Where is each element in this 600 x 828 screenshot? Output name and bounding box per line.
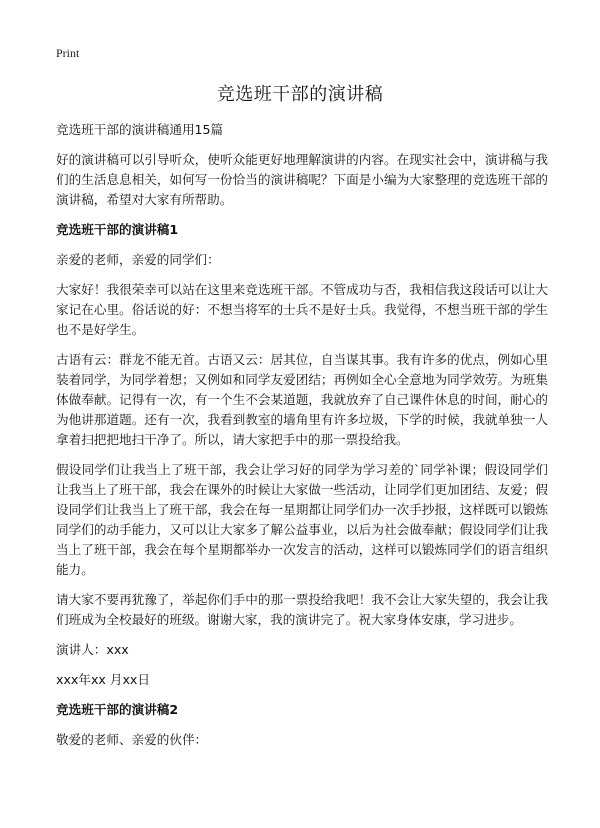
paragraph-2: 古语有云：群龙不能无首。古语又云：居其位，自当谋其事。我有许多的优点，例如心里装着同学，为同学着想；又例如和同学友爱团结；再例如全心全意地为同学效劳。为班集体做奉献。记得有一次，有一个生不会某道题，我就放弃了自己课件休息的时间，耐心的为他讲那道题。还有一次，我看到教室的墙角里有许多垃圾，下学的时候，我就单独一人拿着扫把把地扫干净了。所以，请大家把手中的那一票投给我。 bbox=[56, 352, 548, 447]
page-title: 竞选班干部的演讲稿 bbox=[216, 84, 384, 105]
document-body bbox=[56, 120, 548, 760]
section-heading-1: 竞选班干部的演讲稿1 bbox=[56, 222, 179, 237]
date-line: xxx年xx 月xx日 bbox=[56, 672, 150, 687]
greeting-2: 敬爱的老师、亲爱的伙伴： bbox=[56, 732, 208, 747]
section-heading-2: 竞选班干部的演讲稿2 bbox=[56, 702, 179, 717]
paragraph-1: 大家好！我很荣幸可以站在这里来竞选班干部。不管成功与否，我相信我这段话可以让大家记在心里。俗话说的好：不想当将军的士兵不是好士兵。我觉得，不想当班干部的学生也不是好学生。 bbox=[56, 282, 548, 337]
print-link[interactable]: Print bbox=[56, 46, 80, 60]
intro-paragraph: 好的演讲稿可以引导听众，使听众能更好地理解演讲的内容。在现实社会中，演讲稿与我们的生活息息相关，如何写一份恰当的演讲稿呢？下面是小编为大家整理的竞选班干部的演讲稿，希望对大家有所帮助。 bbox=[56, 152, 548, 207]
paragraph-3: 假设同学们让我当上了班干部，我会让学习好的同学为学习差的`同学补课；假设同学们让我当上了班干部，我会在课外的时候让大家做一些活动，让同学们更加团结、友爱；假设同学们让我当上了班干部，我会在每一星期都让同学们办一次手抄报，这样既可以锻炼同学们的动手能力，又可以让大家多了解公益事业，以后为社会做奉献；假设同学们让我当上了班干部，我会在每个星期都举办一次发言的活动，这样可以锻炼同学们的语言组织能力。 bbox=[56, 462, 548, 577]
document-subtitle: 竞选班干部的演讲稿通用15篇 bbox=[56, 122, 224, 137]
paragraph-4: 请大家不要再犹豫了，举起你们手中的那一票投给我吧！我不会让大家失望的，我会让我们班成为全校最好的班级。谢谢大家，我的演讲完了。祝大家身体安康，学习进步。 bbox=[56, 592, 548, 627]
speaker-line: 演讲人：xxx bbox=[56, 642, 129, 657]
greeting-1: 亲爱的老师，亲爱的同学们： bbox=[56, 252, 220, 267]
